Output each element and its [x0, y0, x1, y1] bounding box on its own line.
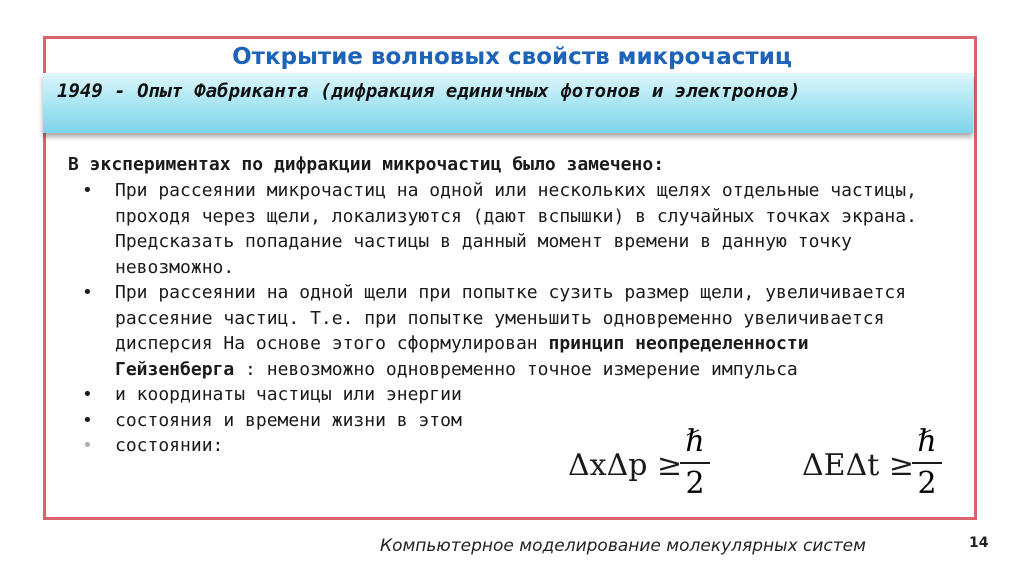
- fraction-numerator: ℏ: [685, 424, 705, 459]
- banner-text: 1949 - Опыт Фабриканта (дифракция единичных фотонов и электронов): [57, 80, 801, 102]
- bullet-item: [68, 433, 928, 459]
- bullet-item: [68, 178, 928, 280]
- fraction-numerator: ℏ: [917, 424, 937, 459]
- bullet-text: При рассеянии микрочастиц на одной или нескольких щелях отдельные частицы, проходя через щели, локализуются (дают вспышки) в случайных точках экрана. Предсказать попадание частицы в данный момент времени в данную точку невозможно.: [115, 180, 917, 278]
- bullet-text: состояния и времени жизни в этом: [115, 409, 462, 431]
- fraction-denominator: 2: [917, 466, 937, 501]
- banner: [43, 73, 973, 133]
- bullet-item: [68, 280, 928, 382]
- fraction-hbar-over-2: [912, 424, 942, 502]
- formula-position-momentum: ΔxΔp ≥: [568, 448, 683, 483]
- slide-title: Открытие волновых свойств микрочастиц: [232, 44, 792, 70]
- footer-course-title: Компьютерное моделирование молекулярных систем: [380, 536, 866, 556]
- bullet-text-part: При рассеянии на одной щели при попытке сузить размер щели, увеличивается рассеяние частиц. Т.е. при попытке уменьшить одновременно увеличивается дисперсия На основе этого сформулирован: [115, 282, 907, 354]
- bullet-dot-icon: •: [82, 435, 93, 456]
- fraction-denominator: 2: [685, 466, 705, 501]
- bullet-item: [68, 382, 928, 408]
- bullet-text-part: : невозможно одновременно точное измерение импульса: [234, 358, 798, 380]
- bullet-dot-icon: •: [82, 282, 93, 303]
- bullet-text: и координаты частицы или энергии: [115, 384, 462, 405]
- bullet-dot-icon: •: [82, 409, 93, 431]
- fraction-bar: [912, 462, 942, 464]
- intro-text: В экспериментах по дифракции микрочастиц было замечено:: [68, 154, 665, 175]
- bullet-text: состоянии:: [115, 435, 224, 456]
- fraction-bar: [680, 462, 710, 464]
- bullet-item: [68, 408, 928, 434]
- formula-energy-time: ΔEΔt ≥: [802, 448, 914, 483]
- slide-content: [68, 152, 928, 459]
- bullet-dot-icon: •: [82, 384, 93, 405]
- page-number: 14: [969, 535, 989, 551]
- heisenberg-principle-bold: принцип неопределенности Гейзенберга: [115, 333, 809, 380]
- fraction-hbar-over-2: [680, 424, 710, 502]
- bullet-dot-icon: •: [82, 180, 93, 201]
